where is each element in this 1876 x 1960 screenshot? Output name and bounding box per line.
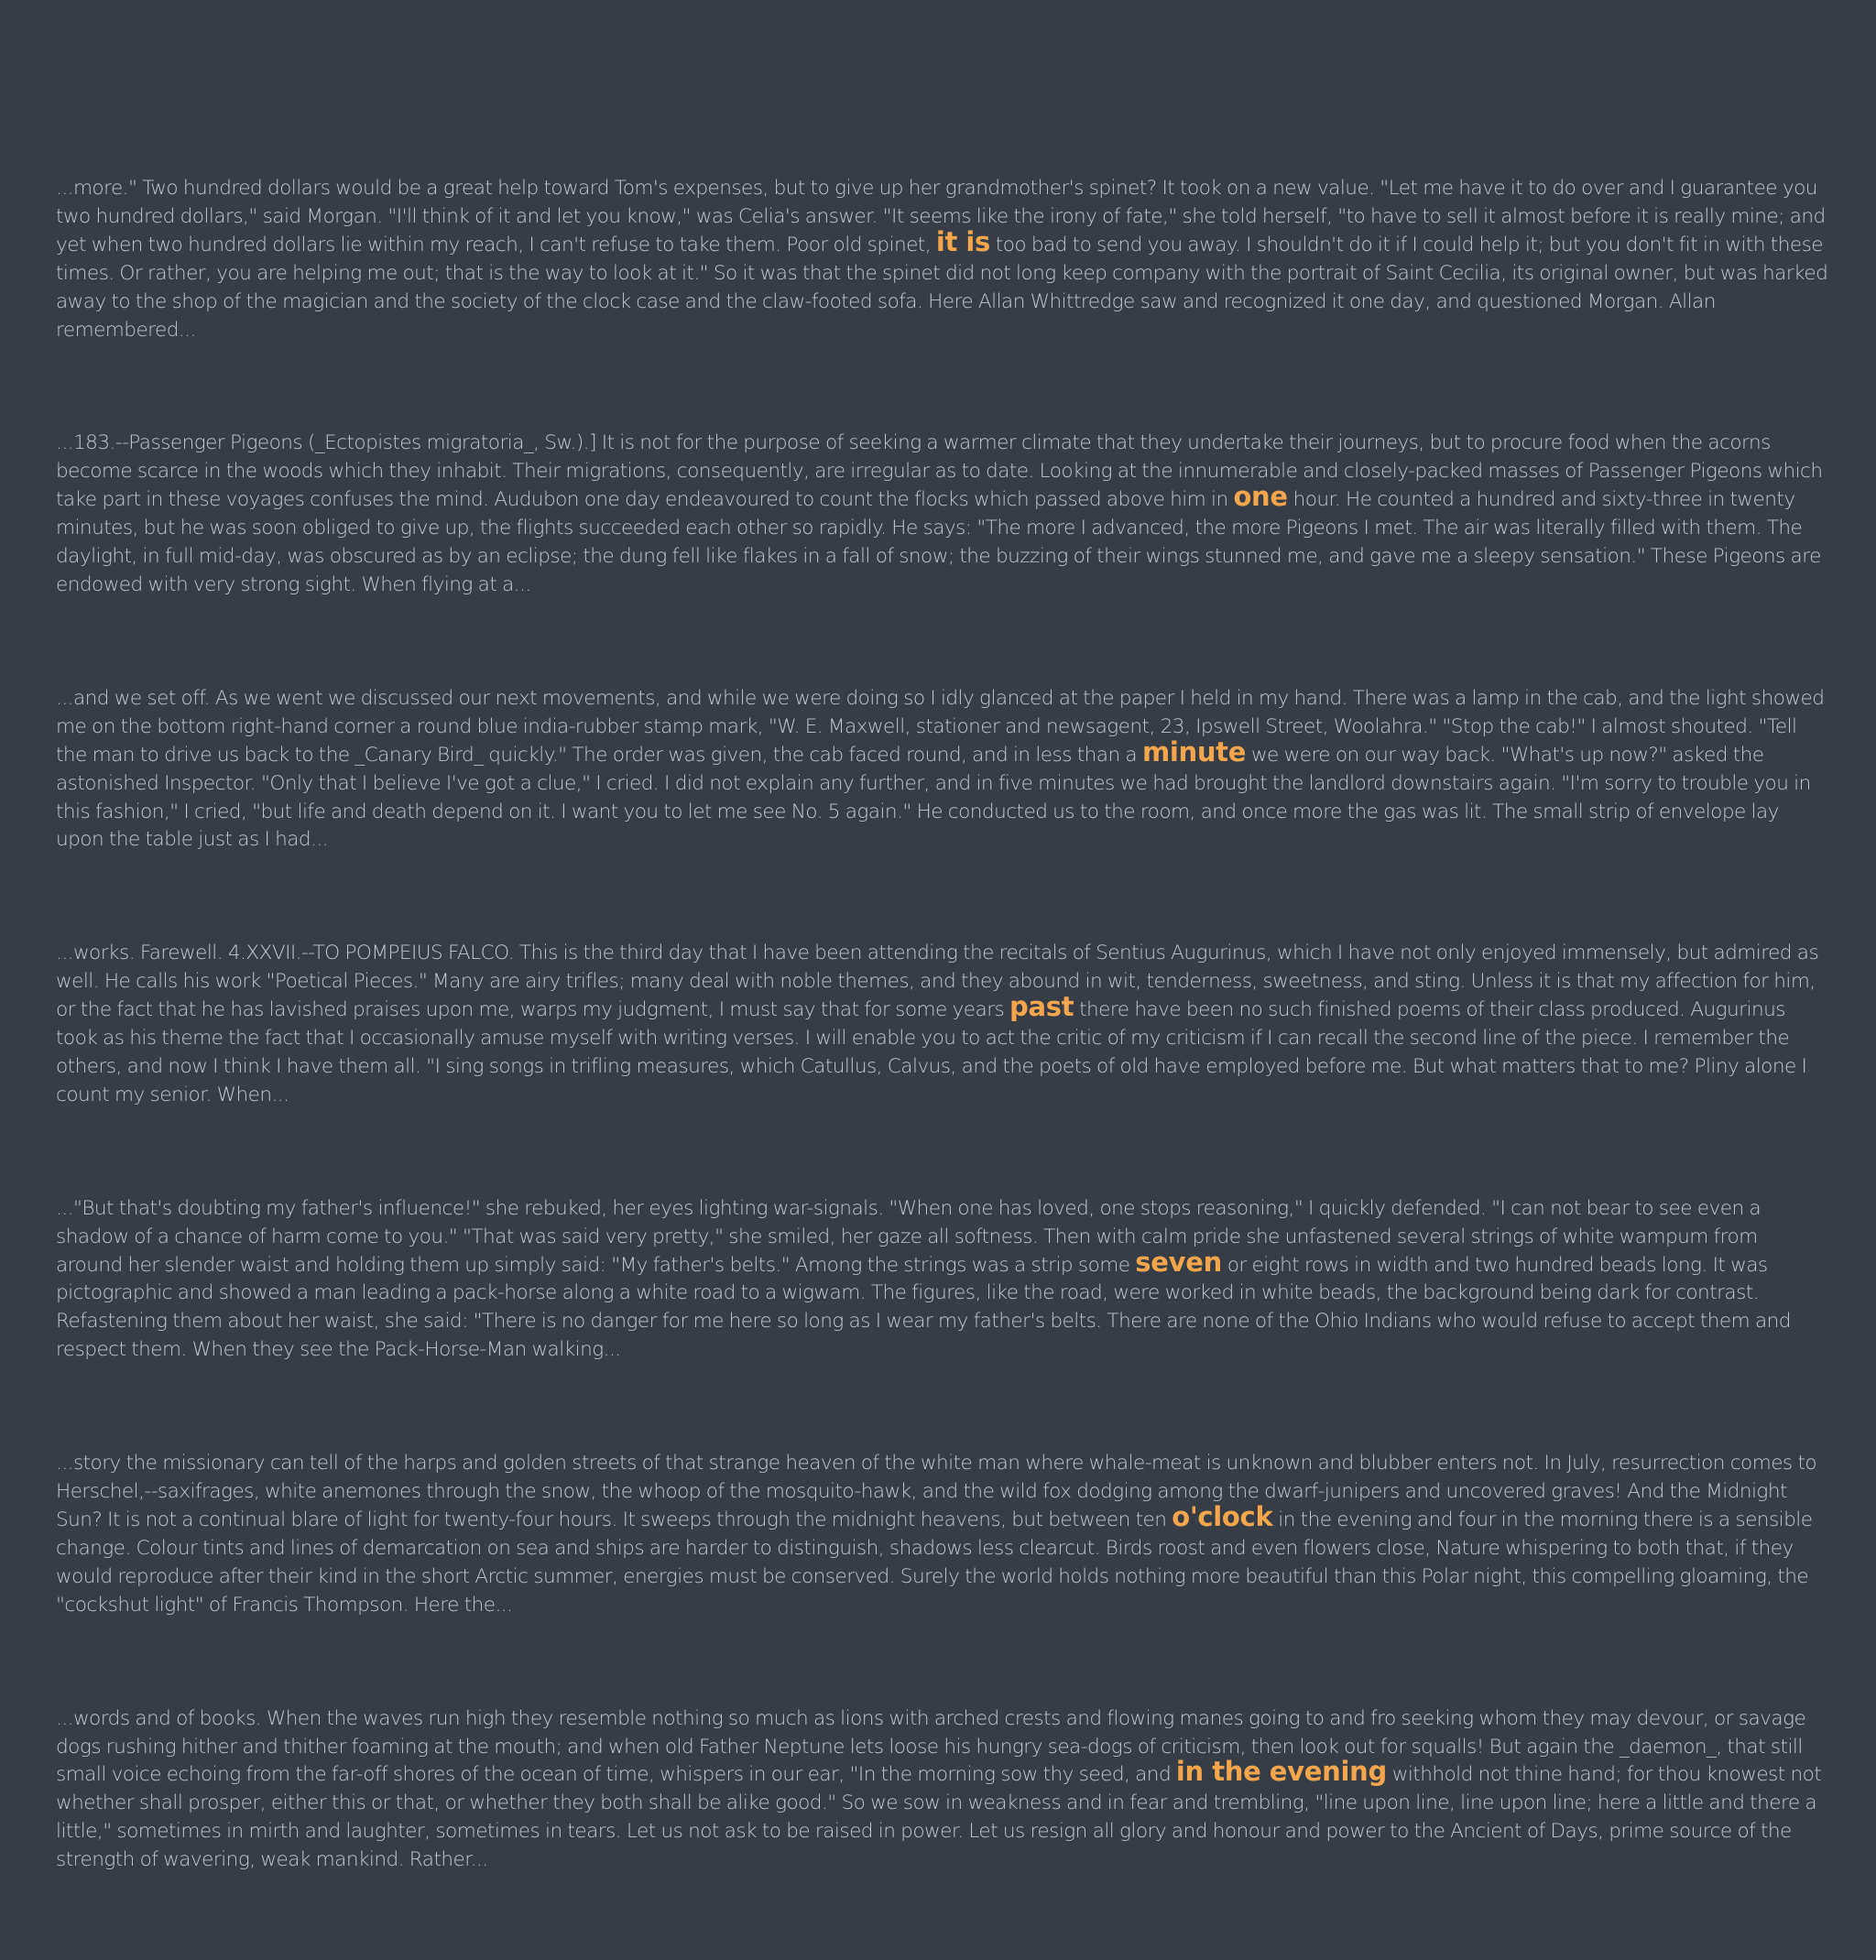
highlighted-time-phrase: past (1009, 991, 1074, 1023)
highlighted-time-phrase: one (1233, 481, 1288, 513)
passage-text-after: there have been no such finished poems of their class produced. Augurinus took as his theme the fact that I occasionally amuse myself with writing verses. I will enable you to act the critic of my criticism if I can recall the second line of the piece. I remember the others, and now I think I have them all. "I sing songs in trifling measures, which Catullus, Calvus, and the poets of old have employed before me. But what matters that to me? Pliny alone I count my senior. When... (56, 998, 1807, 1106)
passage-3 (56, 685, 1828, 855)
passage-text-before: ...more." Two hundred dollars would be a great help toward Tom's expenses, but to give up her grandmother's spinet? It took on a new value. "Let me have it to do over and I guarantee you two hundred dollars," said Morgan. "I'll think of it and let you know," was Celia's answer. "It seems like the irony of fate," she told herself, "to have to sell it almost before it is really mine; and yet when two hundred dollars lie within my reach, I can't refuse to take them. Poor old spinet, (56, 177, 1826, 256)
passage-2 (56, 430, 1828, 599)
passage-1 (56, 175, 1828, 344)
highlighted-time-phrase: seven (1135, 1246, 1222, 1278)
passage-list (56, 175, 1828, 1960)
highlighted-time-phrase: it is (935, 225, 990, 257)
passage-text-after: or eight rows in width and two hundred beads long. It was pictographic and showed a man leading a pack-horse along a white road to a wigwam. The figures, like the road, were worked in white beads, the background being dark for contrast. Refastening them about her waist, she said: "There is no danger for me here so long as I wear my father's belts. There are none of the Ohio Indians who would refuse to accept them and respect them. When they see the Pack-Horse-Man walking... (56, 1253, 1791, 1362)
passage-4 (56, 940, 1828, 1109)
passage-text-before: ..."But that's doubting my father's influence!" she rebuked, her eyes lighting war-signals. "When one has loved, one stops reasoning," I quickly defended. "I can not bear to see even a shadow of a chance of harm come to you." "That was said very pretty," she smiled, her gaze all softness. Then with calm pride she unfastened several strings of white wampum from around her slender waist and holding them up simply said: "My father's belts." Among the strings was a strip some (56, 1196, 1761, 1277)
passage-text-after: in the evening and four in the morning there is a sensible change. Colour tints and lines of demarcation on sea and ships are harder to distinguish, shadows less clearcut. Birds roost and even flowers close, Nature whispering to both that, if they would reproduce after their kind in the short Arctic summer, energies must be conserved. Surely the world holds nothing more beautiful than this Polar night, this compelling gloaming, the "cockshut light" of Francis Thompson. Here the... (56, 1508, 1813, 1617)
passage-6 (56, 1450, 1828, 1619)
passage-text-before: ...183.--Passenger Pigeons (_Ectopistes migratoria_, Sw.).] It is not for the purpose of seeking a warmer climate that they undertake their journeys, but to procure food when the acorns become scarce in the woods which they inhabit. Their migrations, consequently, are irregular as to date. Looking at the innumerable and closely-packed masses of Passenger Pigeons which take part in these voyages confuses the mind. Audubon one day endeavoured to count the flocks which passed above him in (56, 431, 1823, 512)
passage-text-before: ...words and of books. When the waves run high they resemble nothing so much as lions with arched crests and flowing manes going to and fro seeking whom they may devour, or savage dogs rushing hither and thither foaming at the mouth; and when old Father Neptune lets loose his hungry sea-dogs of criticism, then look out for squalls! But again the _daemon_, that still small voice echoing from the far-off shores of the ocean of time, whispers in our ear, "In the morning sow thy seed, and (56, 1706, 1806, 1787)
passage-text-before: ...works. Farewell. 4.XXVII.--TO POMPEIUS FALCO. This is the third day that I have been attending the recitals of Sentius Augurinus, which I have not only enjoyed immensely, but admired as well. He calls his work "Poetical Pieces." Many are airy trifles; many deal with noble themes, and they abound in wit, tenderness, sweetness, and sting. Unless it is that my affection for him, or the fact that he has lavished praises upon me, warps my judgment, I must say that for some years (56, 942, 1819, 1022)
highlighted-time-phrase: in the evening (1175, 1756, 1387, 1788)
passage-text-after: we were on our way back. "What's up now?" asked the astonished Inspector. "Only that I believe I've got a clue," I cried. I did not explain any further, and in five minutes we had brought the landlord downstairs again. "I'm sorry to trouble you in this fashion," I cried, "but life and death depend on it. I want you to let me see No. 5 again." He conducted us to the room, and once more the gas was lit. The small strip of envelope lay upon the table just as I had... (56, 743, 1811, 852)
passage-text-after: withhold not thine hand; for thou knowest not whether shall prosper, either this or that, or whether they both shall be alike good." So we sow in weakness and in fear and trembling, "line upon line, line upon line; here a little and there a little," sometimes in mirth and laughter, sometimes in tears. Let us not ask to be raised in power. Let us resign all glory and honour and power to the Ancient of Days, prime source of the strength of wavering, weak mankind. Rather... (56, 1763, 1822, 1872)
highlighted-time-phrase: o'clock (1172, 1501, 1273, 1532)
passage-text-before: ...story the missionary can tell of the harps and golden streets of that strange heaven of the white man where whale-meat is unknown and blubber enters not. In July, resurrection comes to Herschel,--saxifrages, white anemones through the snow, the whoop of the mosquito-hawk, and the wild fox dodging among the dwarf-junipers and uncovered graves! And the Midnight Sun? It is not a continual blare of light for twenty-four hours. It sweeps through the midnight heavens, but between ten (56, 1452, 1817, 1531)
passage-text-after: too bad to send you away. I shouldn't do it if I could help it; but you don't fit in with these times. Or rather, you are helping me out; that is the way to look at it." So it was that the spinet did not long keep company with the portrait of Saint Cecilia, its original owner, but was harked away to the shop of the magician and the society of the clock case and the claw-footed sofa. Here Allan Whittredge saw and recognized it one day, and questioned Morgan. Allan remembered... (56, 233, 1828, 342)
passage-7 (56, 1705, 1828, 1875)
passage-text-after: hour. He counted a hundred and sixty-three in twenty minutes, but he was soon obliged to give up, the flights succeeded each other so rapidly. He says: "The more I advanced, the more Pigeons I met. The air was literally filled with them. The daylight, in full mid-day, was obscured as by an eclipse; the dung fell like flakes in a fall of snow; the buzzing of their wings stunned me, and gave me a sleepy sensation." These Pigeons are endowed with very strong sight. When flying at a... (56, 488, 1821, 596)
passage-text-before: ...and we set off. As we went we discussed our next movements, and while we were doing so I idly glanced at the paper I held in my hand. There was a lamp in the cab, and the light showed me on the bottom right-hand corner a round blue india-rubber stamp mark, "W. E. Maxwell, stationer and newsagent, 23, Ipswell Street, Woolahra." "Stop the cab!" I almost shouted. "Tell the man to drive us back to the _Canary Bird_ quickly." The order was given, the cab faced round, and in less than a (56, 686, 1825, 767)
highlighted-time-phrase: minute (1141, 735, 1247, 768)
passage-5 (56, 1195, 1828, 1365)
